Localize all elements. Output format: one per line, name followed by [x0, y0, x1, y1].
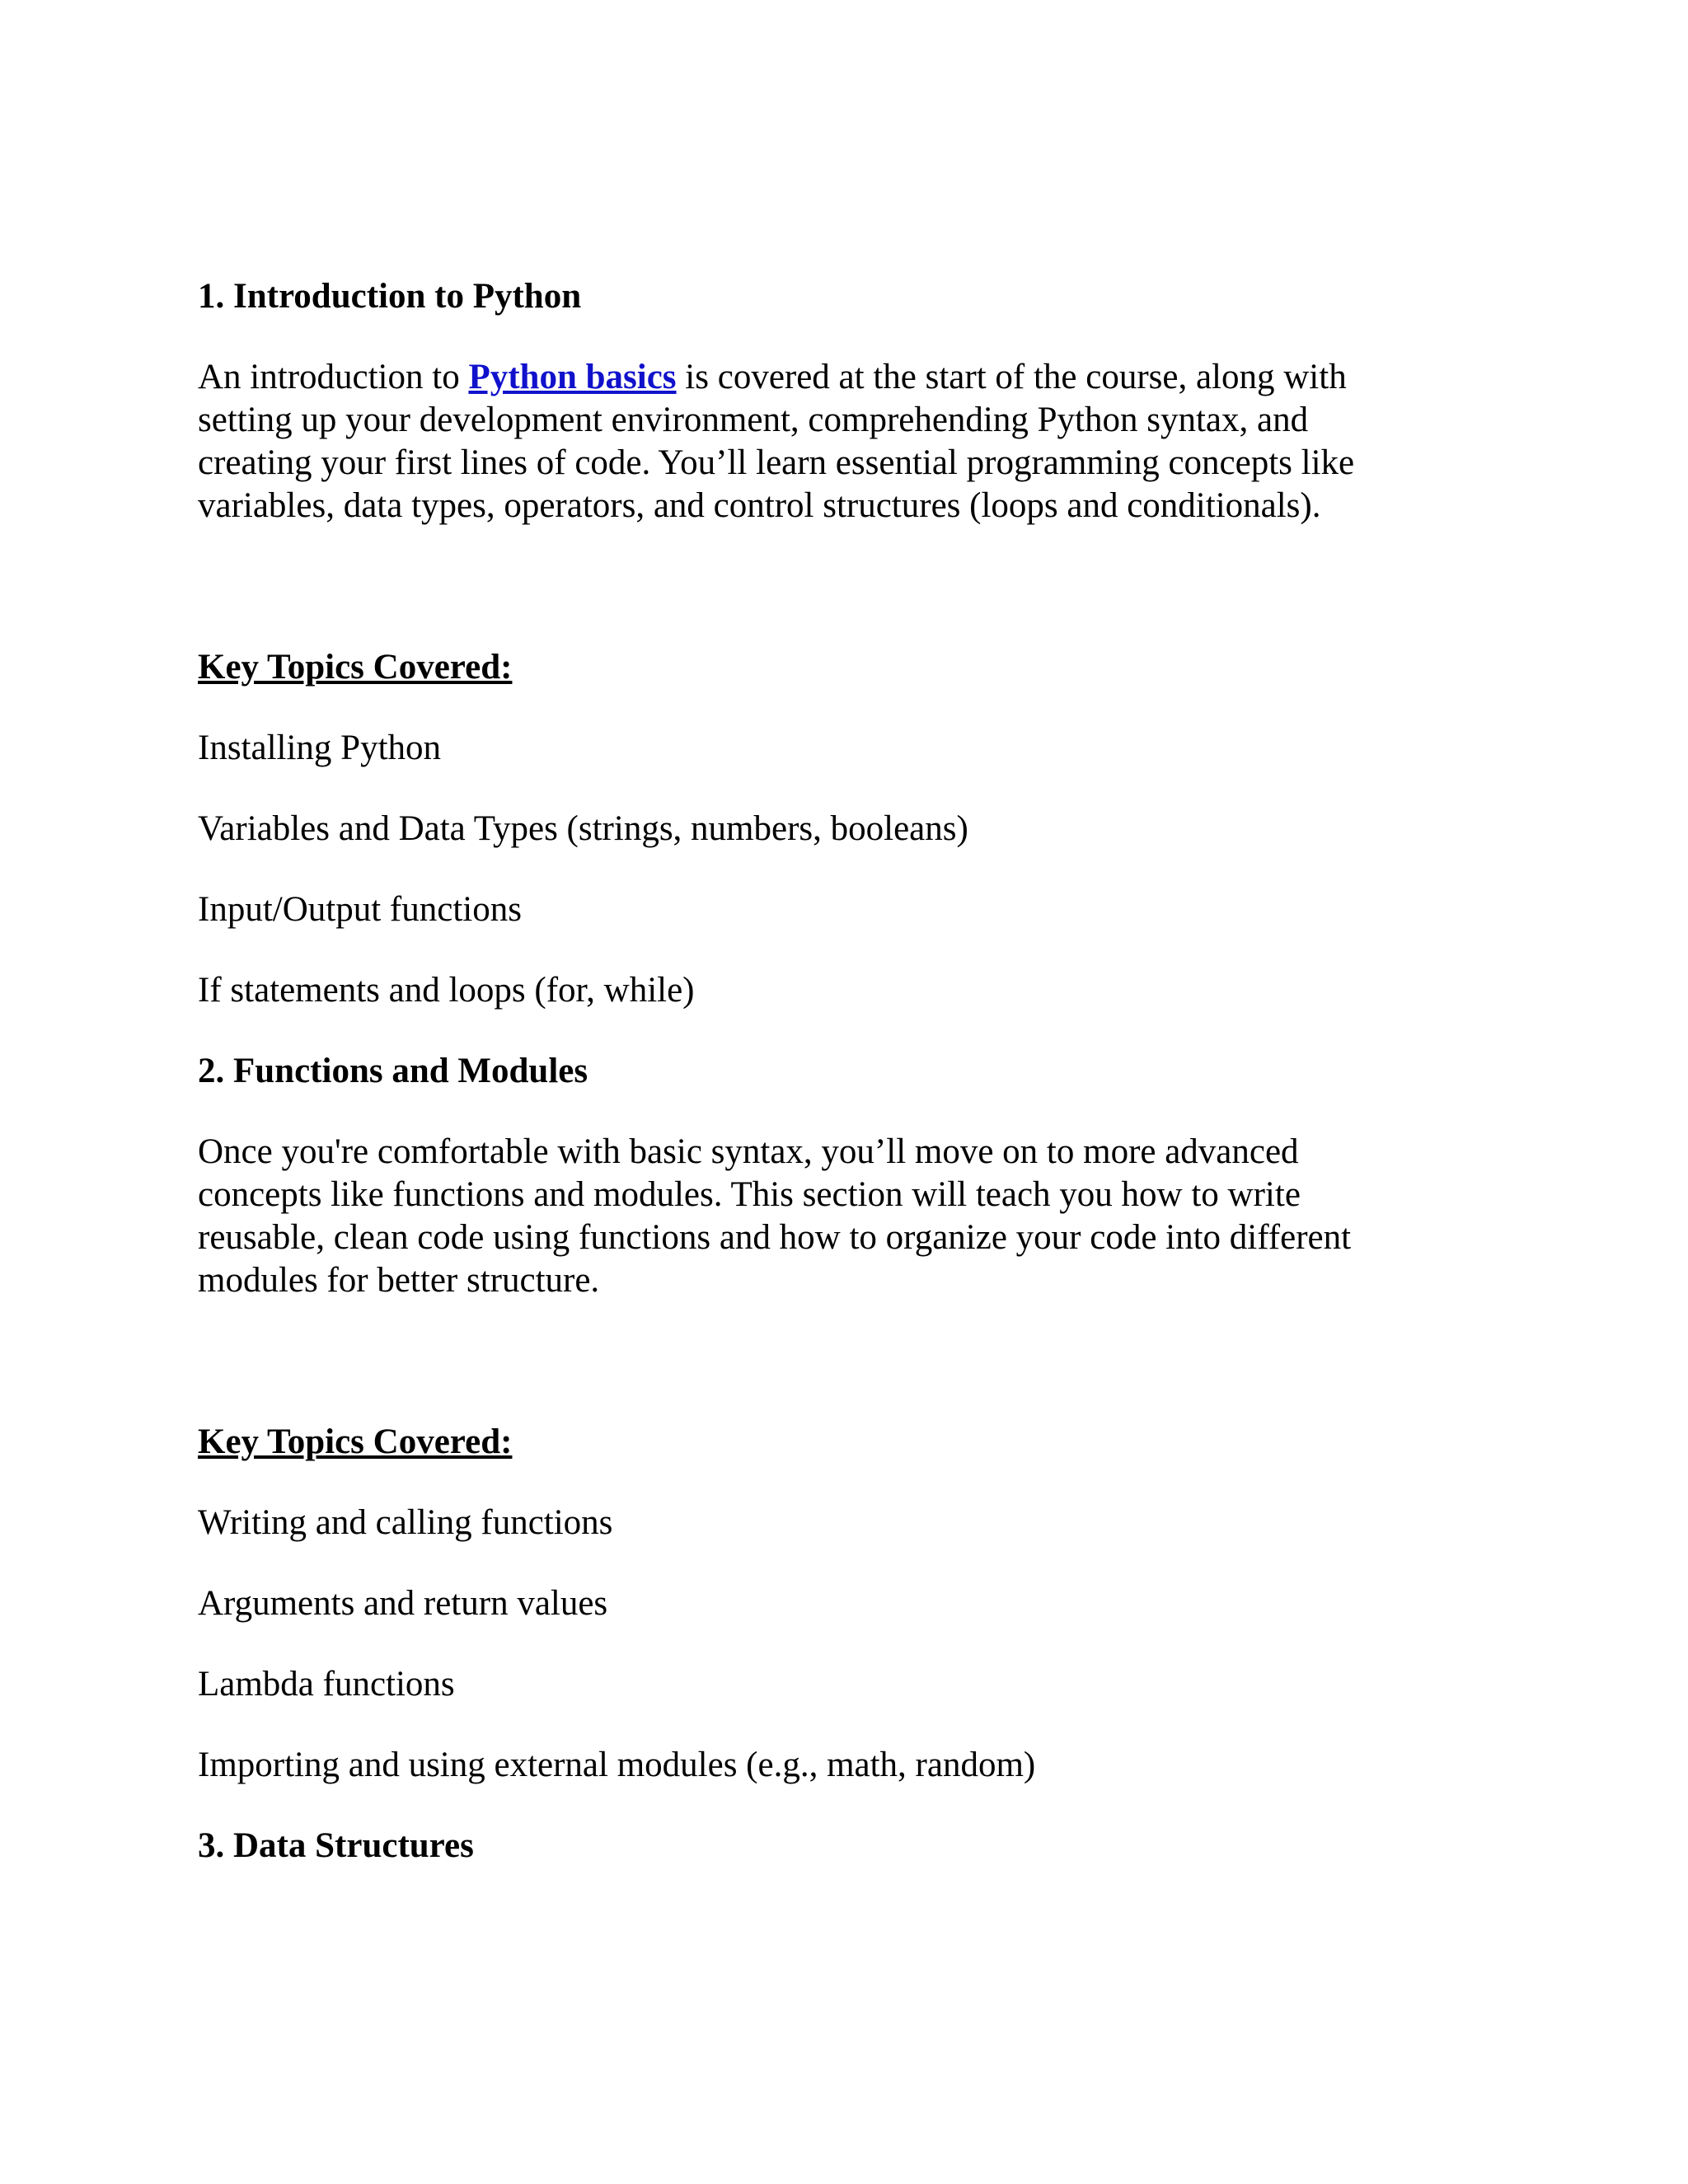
- section-3-heading: 3. Data Structures: [198, 1826, 474, 1865]
- section-2-heading: 2. Functions and Modules: [198, 1052, 588, 1090]
- section-1-paragraph-line-1: [198, 356, 1459, 399]
- section-2-topic: Writing and calling functions: [198, 1503, 613, 1542]
- section-1-topic: Installing Python: [198, 729, 442, 767]
- section-1-text-before-link: An introduction to: [198, 358, 469, 396]
- python-basics-link[interactable]: Python basics: [468, 358, 677, 396]
- section-2-topic: Arguments and return values: [198, 1584, 608, 1623]
- section-2-paragraph: [198, 1131, 1459, 1302]
- section-1-paragraph: [198, 356, 1459, 527]
- section-1-key-topics-heading: Key Topics Covered:: [198, 648, 513, 687]
- section-1-text-after-link: is covered at the start of the course, along with: [676, 358, 1347, 396]
- section-2-paragraph-line-3: reusable, clean code using functions and how to organize your code into different: [198, 1218, 1352, 1257]
- section-1-paragraph-line-2: setting up your development environment, comprehending Python syntax, and: [198, 401, 1309, 439]
- section-2-paragraph-line-1: Once you're comfortable with basic syntax, you’ll move on to more advanced: [198, 1132, 1299, 1171]
- section-2-paragraph-line-2: concepts like functions and modules. This section will teach you how to write: [198, 1175, 1301, 1214]
- section-2-key-topics-heading: Key Topics Covered:: [198, 1422, 513, 1461]
- section-1-paragraph-line-3: creating your first lines of code. You’ll learn essential programming concepts like: [198, 443, 1355, 482]
- section-2-paragraph-line-4: modules for better structure.: [198, 1261, 600, 1300]
- section-2-topic: Lambda functions: [198, 1665, 455, 1704]
- section-1-heading: 1. Introduction to Python: [198, 277, 582, 316]
- section-1-topic: If statements and loops (for, while): [198, 971, 695, 1010]
- section-2-topic: Importing and using external modules (e.g., math, random): [198, 1746, 1036, 1784]
- section-1-paragraph-line-4: variables, data types, operators, and control structures (loops and conditionals).: [198, 486, 1321, 525]
- section-1-topic: Variables and Data Types (strings, numbers, booleans): [198, 809, 968, 848]
- section-1-topic: Input/Output functions: [198, 890, 522, 929]
